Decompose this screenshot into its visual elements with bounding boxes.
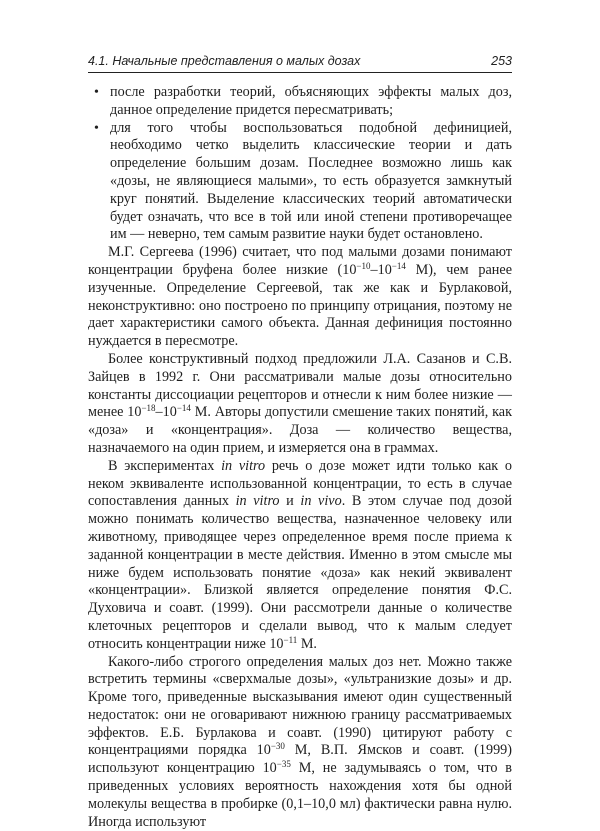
p2-text-a: Более конструктивный подход предложили Л.А. Сазанов и С.В. Зайцев в 1992 г. Они рассматривали малые дозы относительно константы диссоциации рецепторов и отнесли к ним более низкие — менее 10 — [88, 351, 512, 420]
p2-exp-2: −14 — [177, 403, 191, 413]
bullet-list — [88, 84, 512, 244]
p3-text-a: В экспериментах — [108, 458, 221, 474]
running-header — [88, 52, 512, 73]
page-number: 253 — [491, 54, 512, 68]
page-body — [88, 84, 512, 831]
p4-exp-1: −30 — [271, 741, 285, 751]
p3-text-e: М. — [297, 636, 317, 652]
p4-text-c: М, не задумываясь о том, что в приведенных условиях вероятность нахождения хотя бы одной молекулы вещества в пробирке (0,1–10,0 мл) фактически равна нулю. Иногда используют — [88, 760, 512, 829]
paragraph-in-vitro — [88, 458, 512, 654]
bullet-item-1: • после разработки теорий, объясняющих эффекты малых доз, данное определение придется пересматривать; — [88, 84, 512, 120]
bullet-item-2: • для того чтобы воспользоваться подобной дефиницией, необходимо четко выделить классические теории и дать определение большим дозам. Последнее возможно лишь как «дозы, не являющиеся малыми», то есть образуется замкнутый круг понятий. Выделение классических теорий автоматически будет означать, что все в той или иной степени противоречащее им — неверно, тем самым развитие науки будет остановлено. — [88, 120, 512, 245]
paragraph-sergeeva — [88, 244, 512, 351]
p1-text-b: –10 — [371, 262, 392, 278]
p1-text-c: М), чем ранее изученные. Определение Сергеевой, так же как и Бурлаковой, неконструктивно: оно построено по принципу отрицания, поэтому не дает характеристики самого объекта. Данная дефиниция постоянно нуждается в пересмотре. — [88, 262, 512, 349]
p2-text-b: –10 — [156, 404, 177, 420]
p3-italic-1: in vitro — [221, 458, 265, 474]
p3-exp-1: −11 — [284, 635, 298, 645]
p2-text-c: М. Авторы допустили смешение таких понятий, как «доза» и «концентрация». Доза — количество вещества, назначаемого на один прием, и измеряется она в граммах. — [88, 404, 512, 456]
p3-text-d: . В этом случае под дозой можно понимать количество вещества, назначенное человеку или животному, приводящее через определенное время после приема к заданной концентрации в месте действия. Именно в этом смысле мы ниже будем использовать понятие «доза» как некий эквивалент «концентрации». Близкой является определение понятия Ф.С. Духовича и соавт. (1999). Они рассмотрели данные о количестве клеточных рецепторов и сделали вывод, что к малым следует относить концентрации ниже 10 — [88, 493, 512, 651]
p2-exp-1: −18 — [141, 403, 155, 413]
p1-exp-2: −14 — [392, 261, 406, 271]
p3-text-c: и — [280, 493, 301, 509]
p3-text-b: речь о дозе может идти только как о неком эквиваленте использованной концентрации, то есть в случае сопоставления данных — [88, 458, 512, 510]
paragraph-sazanov — [88, 351, 512, 458]
p4-text-a: Какого-либо строгого определения малых доз нет. Можно также встретить термины «сверхмалые дозы», «ультранизкие дозы» и др. Кроме того, приведенные высказывания имеют один существенный недостаток: они не оговаривают нижнюю границу рассматриваемых эффектов. Е.Б. Бурлакова и соавт. (1990) цитируют работу с концентрациями порядка 10 — [88, 654, 512, 759]
p4-text-b: М, В.П. Ямсков и соавт. (1999) используют концентрацию 10 — [88, 742, 512, 776]
chapter-title: 4.1. Начальные представления о малых дозах — [88, 54, 360, 68]
p3-italic-2: in vitro — [236, 493, 280, 509]
p3-italic-3: in vivo — [300, 493, 341, 509]
p1-text-a: М.Г. Сергеева (1996) считает, что под малыми дозами понимают концентрации бруфена более низкие (10 — [88, 244, 512, 278]
p4-exp-2: −35 — [277, 759, 291, 769]
paragraph-no-definition — [88, 654, 512, 831]
p1-exp-1: −10 — [356, 261, 370, 271]
